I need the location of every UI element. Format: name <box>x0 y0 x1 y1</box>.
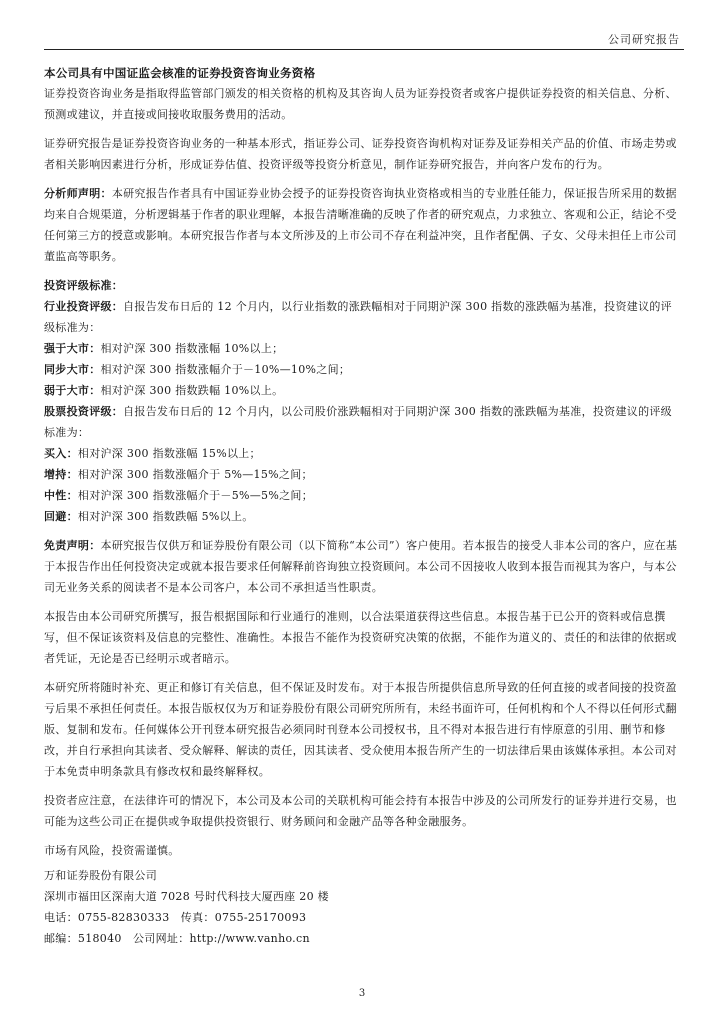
qualification-section <box>44 64 680 175</box>
stock-rating-item <box>44 506 680 527</box>
stock-rating <box>44 401 680 443</box>
header-title: 公司研究报告 <box>608 33 680 46</box>
company-name: 万和证券股份有限公司 <box>44 869 157 882</box>
industry-rating-text: 自报告发布日后的 12 个月内，以行业指数的涨跌幅相对于同期沪深 300 指数的涨跌幅为基准，投资建议的评级标准为： <box>44 300 672 334</box>
analyst-statement-label: 分析师声明： <box>44 187 112 200</box>
qualification-title: 本公司具有中国证监会核准的证券投资咨询业务资格 <box>44 66 316 80</box>
stock-rating-item <box>44 464 680 485</box>
rating-item-text: 相对沪深 300 指数涨幅 15%以上； <box>77 447 261 460</box>
rating-item-label: 弱于大市： <box>44 384 101 397</box>
contact-section <box>44 865 680 949</box>
rating-item-label: 回避： <box>44 510 78 523</box>
rating-item-text: 相对沪深 300 指数跌幅 10%以上。 <box>100 384 284 397</box>
rating-section <box>44 275 680 527</box>
qualification-paragraph-1: 证券投资咨询业务是指取得监管部门颁发的相关资格的机构及其咨询人员为证券投资者或客户提供证券投资的相关信息、分析、预测或建议，并直接或间接收取服务费用的活动。 <box>44 87 677 121</box>
industry-rating-item <box>44 359 680 380</box>
industry-rating-item <box>44 380 680 401</box>
rating-item-text: 相对沪深 300 指数涨幅 10%以上； <box>100 342 284 355</box>
disclaimer-paragraph-3: 本研究所将随时补充、更正和修订有关信息，但不保证及时发布。对于本报告所提供信息所导致的任何直接的或者间接的投资盈亏后果不承担任何责任。本报告版权仅为万和证券股份有限公司研究所所有，未经书面许可，任何机构和个人不得以任何形式翻版、复制和发布。任何媒体公开刊登本研究报告必须同时刊登本公司授权书，且不得对本报告进行有悖原意的引用、删节和修改，并自行承担向其读者、受众解释、解读的责任，因其读者、受众使用本报告所产生的一切法律后果由该媒体承担。本公司对于本免责申明条款具有修改权和最终解释权。 <box>44 681 677 778</box>
rating-item-label: 买入： <box>44 447 78 460</box>
rating-title: 投资评级标准： <box>44 279 124 292</box>
page-header <box>44 28 684 50</box>
industry-rating-label: 行业投资评级： <box>44 300 124 313</box>
industry-rating-item <box>44 338 680 359</box>
rating-item-text: 相对沪深 300 指数涨幅介于 5%—15%之间； <box>77 468 313 481</box>
rating-item-text: 相对沪深 300 指数跌幅 5%以上。 <box>77 510 254 523</box>
stock-rating-text: 自报告发布日后的 12 个月内，以公司股价涨跌幅相对于同期沪深 300 指数的涨跌幅为基准，投资建议的评级标准为： <box>44 405 672 439</box>
stock-rating-item <box>44 485 680 506</box>
disclaimer-paragraph-4: 投资者应注意，在法律许可的情况下，本公司及本公司的关联机构可能会持有本报告中涉及的公司所发行的证券并进行交易，也可能为这些公司正在提供或争取提供投资银行、财务顾问和金融产品等各种金融服务。 <box>44 794 677 828</box>
risk-warning: 市场有风险，投资需谨慎。 <box>44 844 180 857</box>
company-address: 深圳市福田区深南大道 7028 号时代科技大厦西座 20 楼 <box>44 890 329 903</box>
page-number: 3 <box>358 988 366 999</box>
disclaimer-paragraph-1 <box>44 535 680 598</box>
rating-item-text: 相对沪深 300 指数涨幅介于－10%—10%之间； <box>100 363 351 376</box>
disclaimer-section <box>44 535 680 861</box>
disclaimer-label: 免责声明： <box>44 539 101 552</box>
rating-item-label: 强于大市： <box>44 342 101 355</box>
disclaimer-paragraph-2: 本报告由本公司研究所撰写，报告根据国际和行业通行的准则，以合法渠道获得这些信息。本报告基于已公开的资料或信息撰写，但不保证该资料及信息的完整性、准确性。本报告不能作为投资研究决策的依据，不能作为道义的、责任的和法律的依据或者凭证，无论是否已经明示或者暗示。 <box>44 610 677 665</box>
analyst-statement-text: 本研究报告作者具有中国证券业协会授予的证券投资咨询执业资格或相当的专业胜任能力，保证报告所采用的数据均来自合规渠道，分析逻辑基于作者的职业理解，本报告清晰准确的反映了作者的研究观点，力求独立、客观和公正，结论不受任何第三方的授意或影响。本研究报告作者与本文所涉及的上市公司不存在利益冲突，且作者配偶、子女、父母未担任上市公司董监高等职务。 <box>44 187 677 263</box>
document-body <box>44 64 680 949</box>
rating-item-label: 增持： <box>44 468 78 481</box>
stock-rating-item <box>44 443 680 464</box>
rating-item-label: 同步大市： <box>44 363 101 376</box>
analyst-statement <box>44 183 680 267</box>
stock-rating-label: 股票投资评级： <box>44 405 124 418</box>
rating-item-text: 相对沪深 300 指数涨幅介于－5%—5%之间； <box>77 489 313 502</box>
qualification-paragraph-2: 证券研究报告是证券投资咨询业务的一种基本形式，指证券公司、证券投资咨询机构对证券及证券相关产品的价值、市场走势或者相关影响因素进行分析，形成证券估值、投资评级等投资分析意见，制作证券研究报告，并向客户发布的行为。 <box>44 137 677 171</box>
company-phone-fax: 电话：0755-82830333 传真：0755-25170093 <box>44 911 307 924</box>
rating-item-label: 中性： <box>44 489 78 502</box>
industry-rating <box>44 296 680 338</box>
disclaimer-text: 本研究报告仅供万和证券股份有限公司（以下简称“本公司”）客户使用。若本报告的接受人非本公司的客户，应在基于本报告作出任何投资决定或就本报告要求任何解释前咨询独立投资顾问。本公司不因接收人收到本报告而视其为客户，与本公司无业务关系的阅读者不是本公司客户，本公司不承担适当性职责。 <box>44 539 678 594</box>
company-postal-website: 邮编：518040 公司网址：http://www.vanho.cn <box>44 932 310 945</box>
